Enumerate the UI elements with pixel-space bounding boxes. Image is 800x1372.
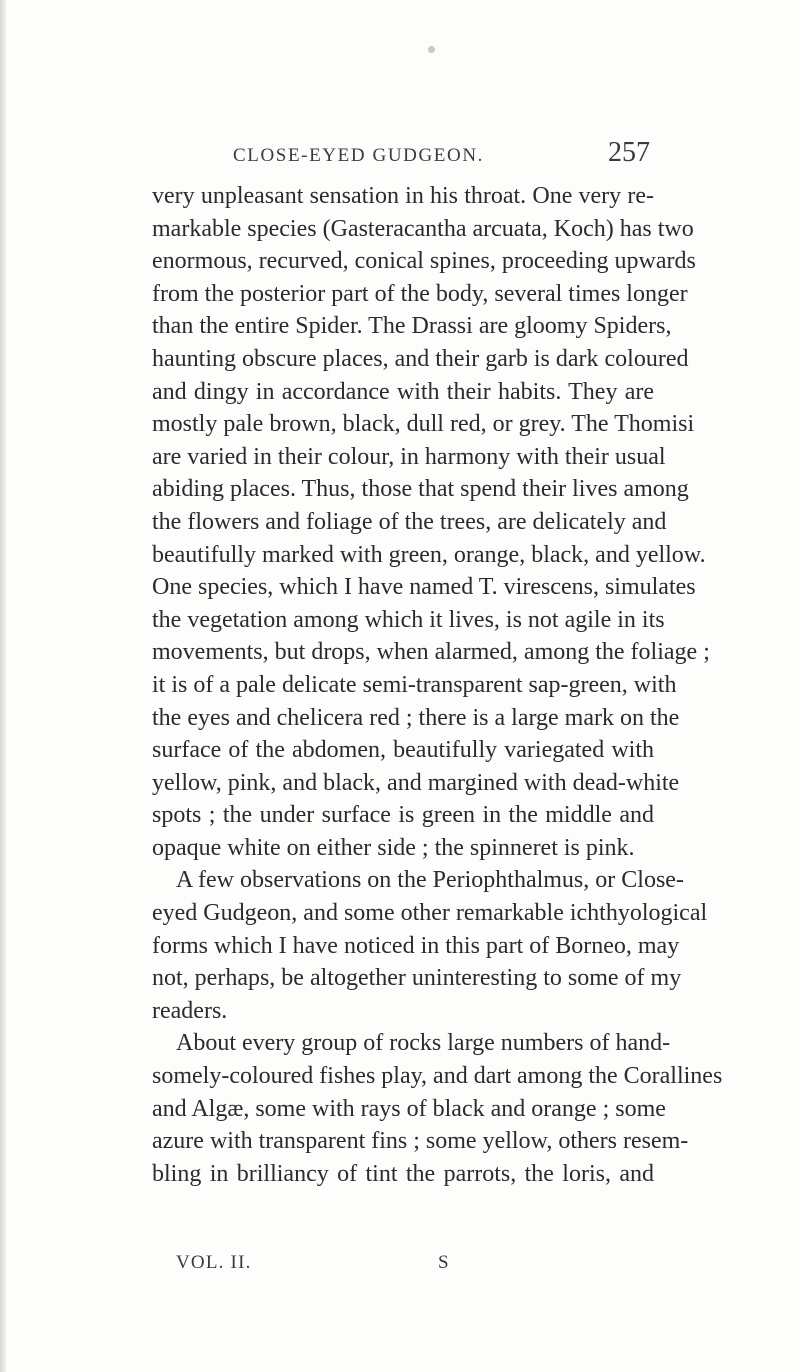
text-line: somely-coloured fishes play, and dart among the Corallines <box>152 1063 723 1090</box>
text-line: beautifully marked with green, orange, black, and yellow. <box>152 541 706 568</box>
text-line: not, perhaps, be altogether uninteresting to some of my <box>152 965 682 992</box>
text-line: eyed Gudgeon, and some other remarkable ichthyological <box>152 900 708 927</box>
text-line: very unpleasant sensation in his throat. One very re- <box>152 183 654 209</box>
text-line: the vegetation among which it lives, is not agile in its <box>152 606 665 633</box>
text-line: azure with transparent fins ; some yellow, others resem- <box>152 1128 689 1155</box>
text-line: the flowers and foliage of the trees, are delicately and <box>152 508 667 535</box>
text-line: forms which I have noticed in this part of Borneo, may <box>152 932 680 959</box>
text-line: mostly pale brown, black, dull red, or grey. The Thomisi <box>152 411 695 438</box>
volume-label: VOL. II. <box>176 1252 252 1273</box>
text-line: and dingy in accordance with their habits. They are <box>152 378 654 405</box>
page-gutter-edge <box>0 0 6 1372</box>
text-line: yellow, pink, and black, and margined with dead-white <box>152 769 680 796</box>
text-line: are varied in their colour, in harmony with their usual <box>152 443 666 470</box>
running-head <box>233 137 650 169</box>
ink-dot <box>428 46 435 53</box>
text-line: than the entire Spider. The Drassi are gloomy Spiders, <box>152 313 672 340</box>
text-line: About every group of rocks large numbers of hand- <box>176 1030 671 1057</box>
text-line: One species, which I have named T. virescens, simulates <box>152 574 696 601</box>
text-line: from the posterior part of the body, several times longer <box>152 280 688 307</box>
text-line: A few observations on the Periophthalmus, or Close- <box>176 867 684 894</box>
text-line: movements, but drops, when alarmed, among the foliage ; <box>152 639 710 666</box>
running-title: CLOSE-EYED GUDGEON. <box>233 145 484 166</box>
page-footer <box>176 1252 596 1274</box>
text-line: enormous, recurved, conical spines, proceeding upwards <box>152 248 696 275</box>
text-line: opaque white on either side ; the spinneret is pink. <box>152 834 635 861</box>
text-line: spots ; the under surface is green in the middle and <box>152 802 654 829</box>
text-line: markable species (Gasteracantha arcuata, Koch) has two <box>152 215 694 242</box>
text-line: and Algæ, some with rays of black and orange ; some <box>152 1095 666 1122</box>
text-line: it is of a pale delicate semi-transparent sap-green, with <box>152 671 677 698</box>
signature-mark: S <box>438 1252 450 1273</box>
text-line: bling in brilliancy of tint the parrots, the loris, and <box>152 1160 654 1187</box>
text-line: readers. <box>152 997 228 1024</box>
text-line: surface of the abdomen, beautifully variegated with <box>152 737 654 764</box>
body-text <box>152 180 723 1190</box>
text-line: abiding places. Thus, those that spend their lives among <box>152 476 689 503</box>
text-line: haunting obscure places, and their garb is dark coloured <box>152 345 689 372</box>
page-number: 257 <box>608 137 650 168</box>
text-line: the eyes and chelicera red ; there is a large mark on the <box>152 704 680 731</box>
